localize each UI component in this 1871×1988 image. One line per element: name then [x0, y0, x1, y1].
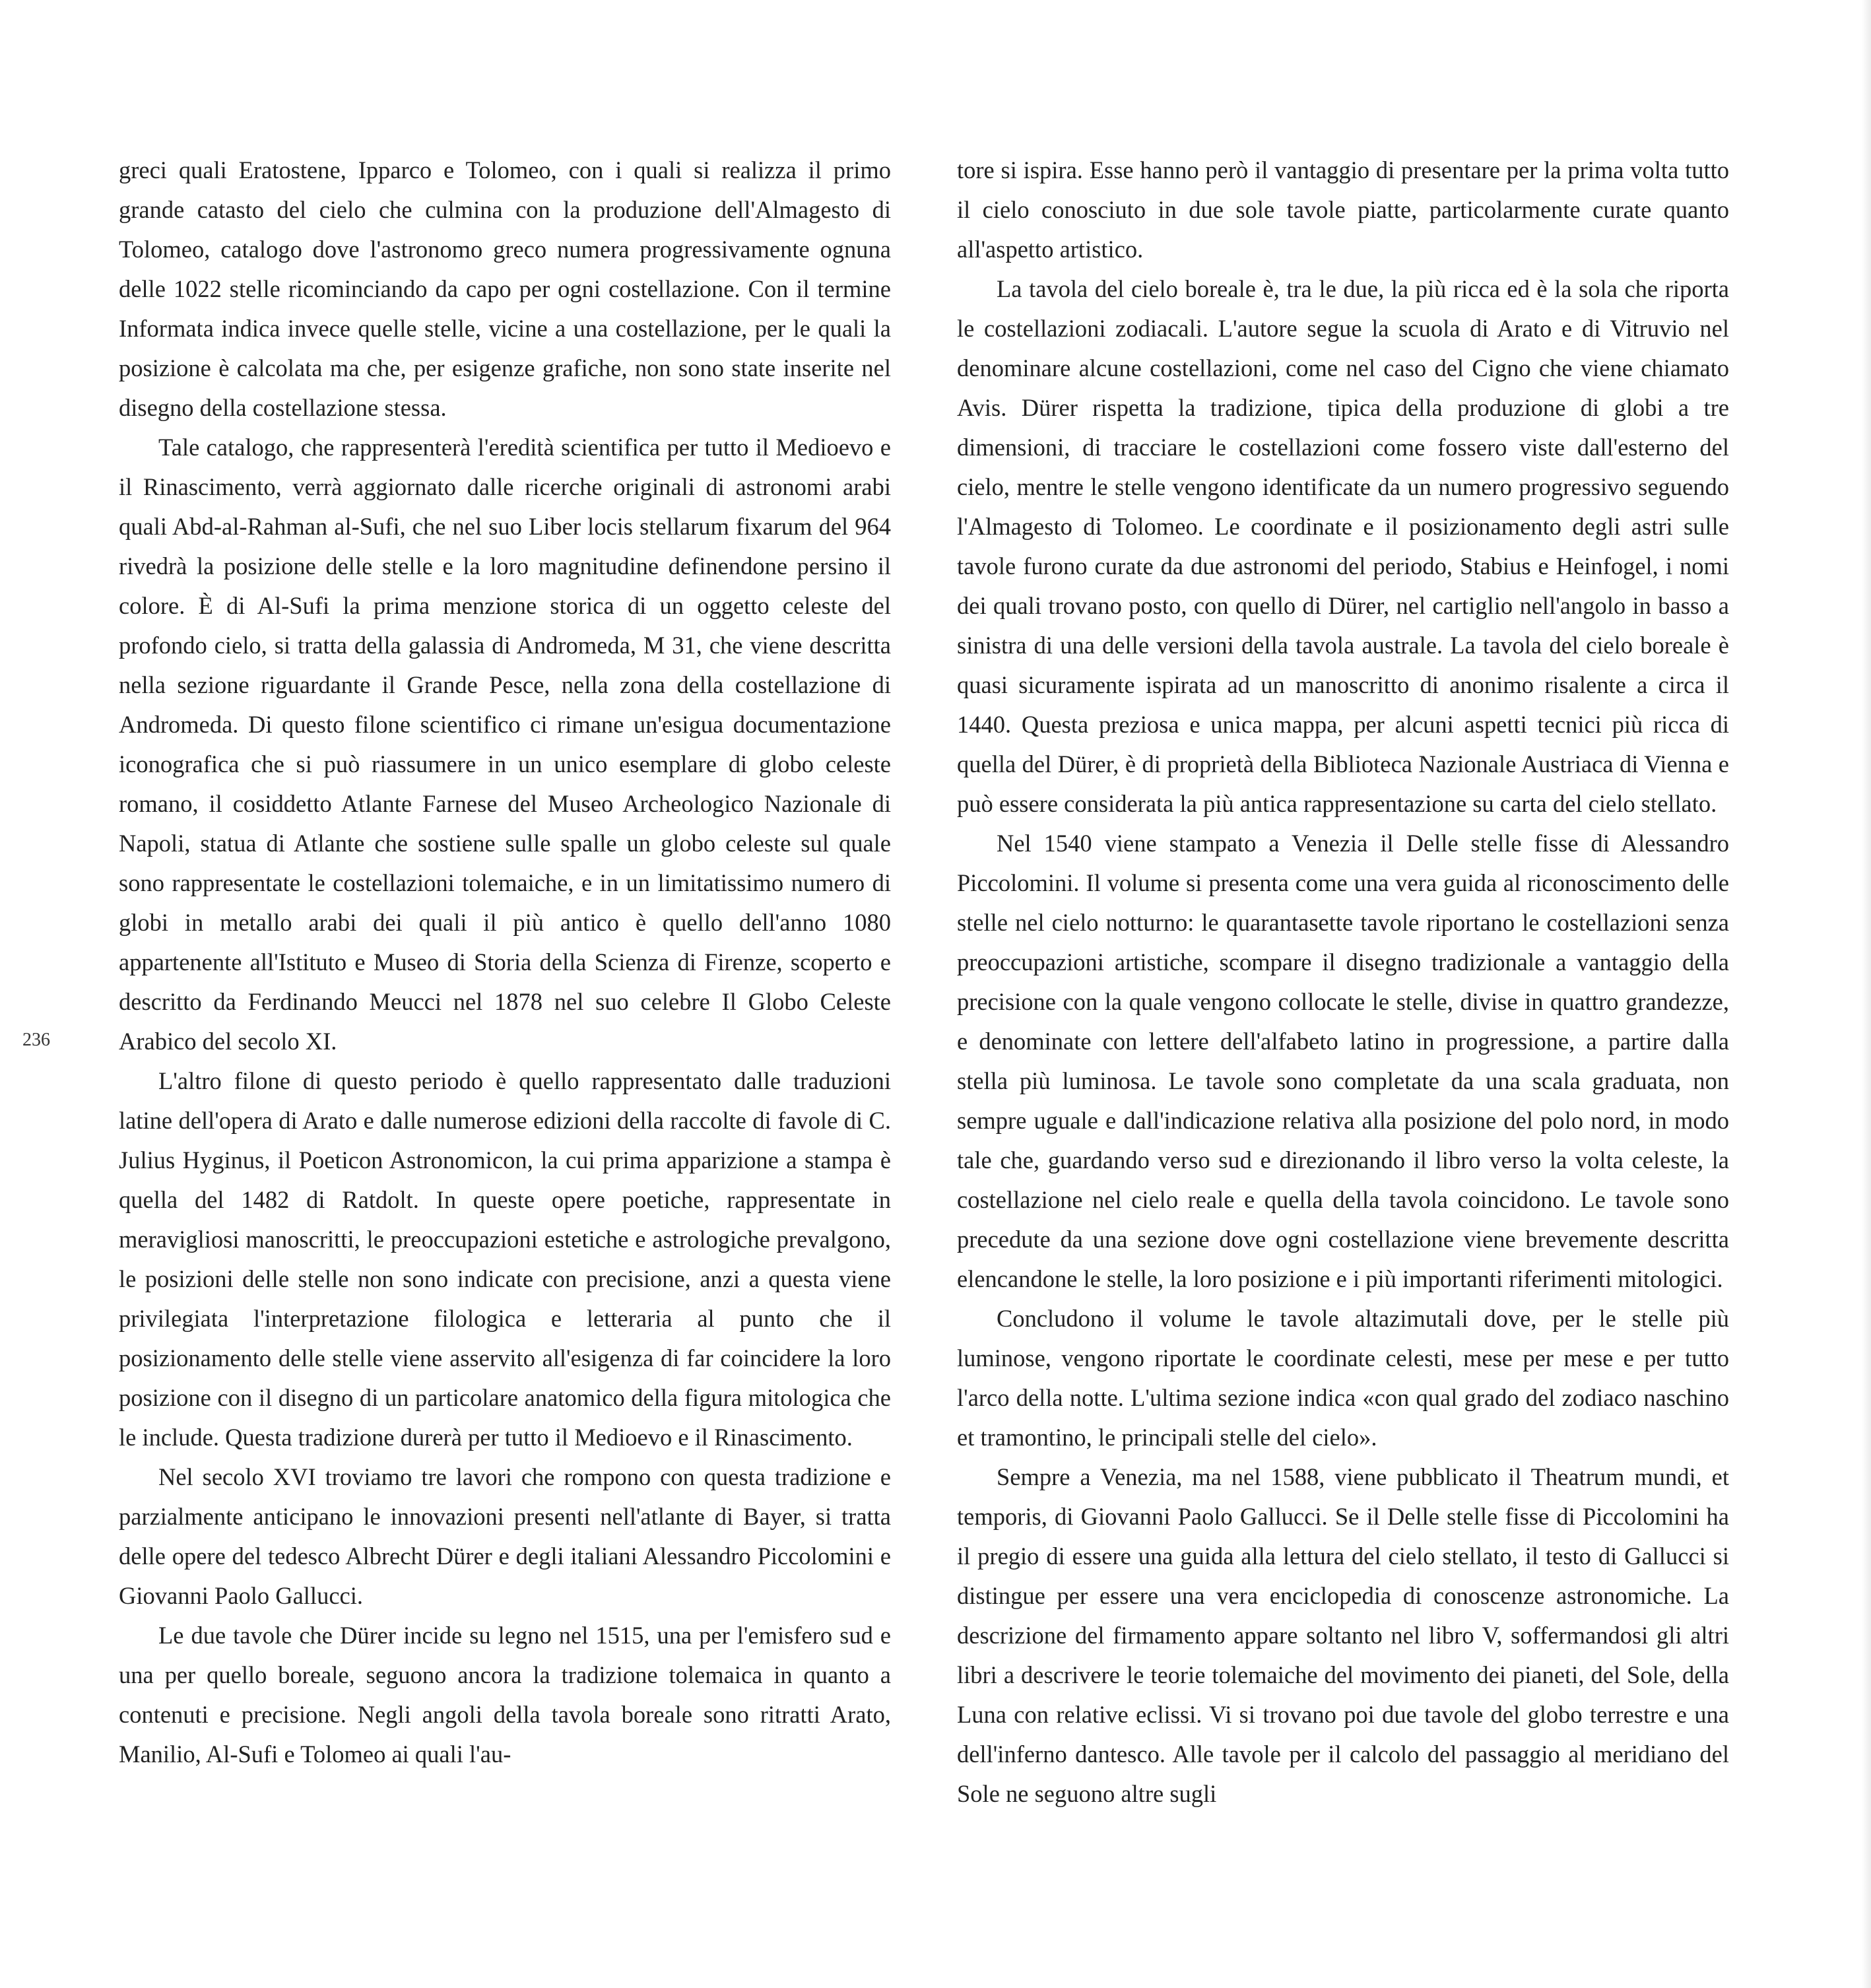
paragraph: Concludono il volume le tavole altazimutali dove, per le stelle più luminose, vengono riportate le coordinate celesti, mese per mese e per tutto l'arco della notte. L'ultima sezione indica «con qual grado del zodiaco naschino et tramontino, le principali stelle del cielo».: [957, 1305, 1729, 1451]
paragraph: Nel 1540 viene stampato a Venezia il Delle stelle fisse di Alessandro Piccolomini. Il volume si presenta come una vera guida al riconoscimento delle stelle nel cielo notturno: le quarantasette tavole riportano le costellazioni senza preoccupazioni artistiche, scompare il disegno tradizionale a vantaggio della precisione con la quale vengono collocate le stelle, divise in quattro grandezze, e denominate con lettere dell'alfabeto latino in progressione, a partire dalla stella più luminosa. Le tavole sono completate da una scala graduata, non sempre uguale e dall'indicazione relativa alla posizione del polo nord, in modo tale che, guardando verso sud e direzionando il libro verso la volta celeste, la costellazione nel cielo reale e quella della tavola coincidono. Le tavole sono precedute da una sezione dove ogni costellazione viene brevemente descritta elencandone le stelle, la loro posizione e i più importanti riferimenti mitologici.: [957, 830, 1729, 1292]
paragraph: Nel secolo XVI troviamo tre lavori che rompono con questa tradizione e parzialmente anticipano le innovazioni presenti nell'atlante di Bayer, si tratta delle opere del tedesco Albrecht Dürer e degli italiani Alessandro Piccolomini e Giovanni Paolo Gallucci.: [119, 1463, 891, 1609]
paragraph: L'altro filone di questo periodo è quello rappresentato dalle traduzioni latine dell'opera di Arato e dalle numerose edizioni della raccolte di favole di C. Julius Hyginus, il Poeticon Astronomicon, la cui prima apparizione a stampa è quella del 1482 di Ratdolt. In queste opere poetiche, rappresentate in meravigliosi manoscritti, le preoccupazioni estetiche e astrologiche prevalgono, le posizioni delle stelle non sono indicate con precisione, anzi a questa viene privilegiata l'interpretazione filologica e letteraria al punto che il posizionamento delle stelle viene asservito all'esigenza di far coincidere la loro posizione con il disegno di un particolare anatomico della figura mitologica che le include. Questa tradizione durerà per tutto il Medioevo e il Rinascimento.: [119, 1067, 891, 1451]
paragraph: La tavola del cielo boreale è, tra le due, la più ricca ed è la sola che riporta le costellazioni zodiacali. L'autore segue la scuola di Arato e di Vitruvio nel denominare alcune costellazioni, come nel caso del Cigno che viene chiamato Avis. Dürer rispetta la tradizione, tipica della produzione di globi a tre dimensioni, di tracciare le costellazioni come fossero viste dall'esterno del cielo, mentre le stelle vengono identificate da un numero progressivo seguendo l'Almagesto di Tolomeo. Le coordinate e il posizionamento degli astri sulle tavole furono curate da due astronomi del periodo, Stabius e Heinfogel, i nomi dei quali trovano posto, con quello di Dürer, nel cartiglio nell'angolo in basso a sinistra di una delle versioni della tavola australe. La tavola del cielo boreale è quasi sicuramente ispirata ad un manoscritto di anonimo risalente a circa il 1440. Questa preziosa e unica mappa, per alcuni aspetti tecnici più ricca di quella del Dürer, è di proprietà della Biblioteca Nazionale Austriaca di Vienna e può essere considerata la più antica rappresentazione su carta del cielo stellato.: [957, 275, 1729, 817]
paragraph: greci quali Eratostene, Ipparco e Tolomeo, con i quali si realizza il primo grande catasto del cielo che culmina con la produzione dell'Almagesto di Tolomeo, catalogo dove l'astronomo greco numera progressivamente ognuna delle 1022 stelle ricominciando da capo per ogni costellazione. Con il termine Informata indica invece quelle stelle, vicine a una costellazione, per le quali la posizione è calcolata ma che, per esigenze grafiche, non sono state inserite nel disegno della costellazione stessa.: [119, 156, 891, 421]
paragraph: Tale catalogo, che rappresenterà l'eredità scientifica per tutto il Medioevo e il Rinascimento, verrà aggiornato dalle ricerche originali di astronomi arabi quali Abd-al-Rahman al-Sufi, che nel suo Liber locis stellarum fixarum del 964 rivedrà la posizione delle stelle e la loro magnitudine definendone persino il colore. È di Al-Sufi la prima menzione storica di un oggetto celeste del profondo cielo, si tratta della galassia di Andromeda, M 31, che viene descritta nella sezione riguardante il Grande Pesce, nella zona della costellazione di Andromeda. Di questo filone scientifico ci rimane un'esigua documentazione iconografica che si può riassumere in un unico esemplare di globo celeste romano, il cosiddetto Atlante Farnese del Museo Archeologico Nazionale di Napoli, statua di Atlante che sostiene sulle spalle un globo celeste sul quale sono rappresentate le costellazioni tolemaiche, e in un limitatissimo numero di globi in metallo arabi dei quali il più antico è quello dell'anno 1080 appartenente all'Istituto e Museo di Storia della Scienza di Firenze, scoperto e descritto da Ferdinando Meucci nel 1878 nel suo celebre Il Globo Celeste Arabico del secolo XI.: [119, 434, 891, 1055]
paragraph: tore si ispira. Esse hanno però il vantaggio di presentare per la prima volta tutto il cielo conosciuto in due sole tavole piatte, particolarmente curate quanto all'aspetto artistico.: [957, 156, 1729, 263]
page-edge-shadow: [1862, 0, 1871, 1988]
paragraph: Le due tavole che Dürer incide su legno nel 1515, una per l'emisfero sud e una per quello boreale, seguono ancora la tradizione tolemaica in quanto a contenuti e precisione. Negli angoli della tavola boreale sono ritratti Arato, Manilio, Al-Sufi e Tolomeo ai quali l'au-: [119, 1622, 891, 1768]
left-text-column: [119, 150, 891, 1774]
page-number: 236: [22, 1030, 50, 1050]
right-text-column: [957, 150, 1729, 1814]
paragraph: Sempre a Venezia, ma nel 1588, viene pubblicato il Theatrum mundi, et temporis, di Giovanni Paolo Gallucci. Se il Delle stelle fisse di Piccolomini ha il pregio di essere una guida alla lettura del cielo stellato, il testo di Gallucci si distingue per essere una vera enciclopedia di conoscenze astronomiche. La descrizione del firmamento appare soltanto nel libro V, soffermandosi gli altri libri a descrivere le teorie tolemaiche del movimento dei pianeti, del Sole, della Luna con relative eclissi. Vi si trovano poi due tavole del globo terrestre e una dell'inferno dantesco. Alle tavole per il calcolo del passaggio al meridiano del Sole ne seguono altre sugli: [957, 1463, 1729, 1807]
